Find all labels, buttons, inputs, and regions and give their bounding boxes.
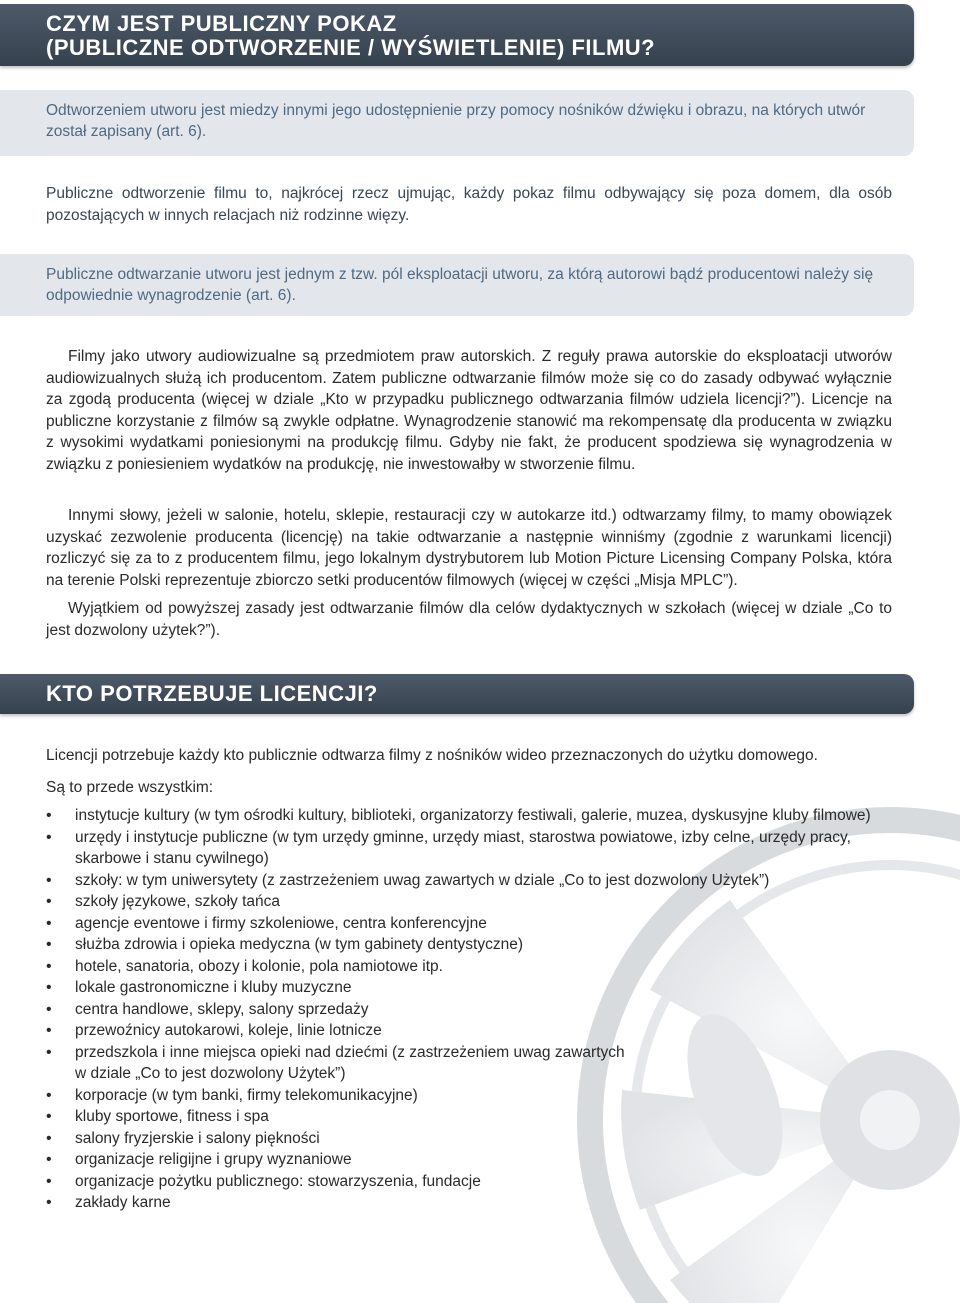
list-item: • salony fryzjerskie i salony piękności xyxy=(46,1128,892,1150)
list-item: • organizacje religijne i grupy wyznaniowe xyxy=(46,1149,892,1171)
section-header-public-screening xyxy=(0,4,914,66)
section-header-who-needs-license: KTO POTRZEBUJE LICENCJI? xyxy=(0,674,914,714)
list-item: • urzędy i instytucje publiczne (w tym urzędy gminne, urzędy miast, starostwa powiatowe, izby celne, urzędy pracy, skarbowe i stanu cywilnego) xyxy=(46,827,892,870)
list-item: • zakłady karne xyxy=(46,1192,892,1214)
list-item: • służba zdrowia i opieka medyczna (w tym gabinety dentystyczne) xyxy=(46,934,892,956)
highlight-text: Odtworzeniem utworu jest miedzy innymi jego udostępnienie przy pomocy nośników dźwięku i obrazu, na których utwór został zapisany (art. 6). xyxy=(46,102,866,140)
list-item: • szkoły językowe, szkoły tańca xyxy=(46,891,892,913)
header-line-1: CZYM JEST PUBLICZNY POKAZ xyxy=(46,11,397,36)
highlight-band-definition xyxy=(0,90,914,156)
list-item: • hotele, sanatoria, obozy i kolonie, pola namiotowe itp. xyxy=(46,956,892,978)
list-item: • organizacje pożytku publicznego: stowarzyszenia, fundacje xyxy=(46,1171,892,1193)
license-holders-list xyxy=(46,805,892,1214)
list-item: • kluby sportowe, fitness i spa xyxy=(46,1106,892,1128)
list-item: • korporacje (w tym banki, firmy telekomunikacyjne) xyxy=(46,1085,892,1107)
list-item: • przewoźnicy autokarowi, koleje, linie lotnicze xyxy=(46,1020,892,1042)
paragraph-copyright: Filmy jako utwory audiowizualne są przedmiotem praw autorskich. Z reguły prawa autorskie do eksploatacji utworów audiowizualnych służą ich producentom. Zatem publiczne odtwarzanie filmów może się co do zasady odbywać wyłącznie za zgodą producenta (więcej w dziale „Kto w przypadku publicznego odtwarzania filmów udziela licencji?”). Licencje na publiczne korzystanie z filmów są zwykle odpłatne. Wynagrodzenie stanowić ma rekompensatę dla producenta w związku z wysokimi wydatkami poniesionymi na produkcję filmu. Gdyby nie fakt, że producent spodziewa się wynagrodzenia w związku z poniesieniem wydatków na produkcję, nie inwestowałby w stworzenie filmu. xyxy=(46,348,892,473)
paragraph-exception: Wyjątkiem od powyższej zasady jest odtwarzanie filmów dla celów dydaktycznych w szkołach (więcej w dziale „Co to jest dozwolony użytek?”). xyxy=(46,600,892,639)
list-item: • instytucje kultury (w tym ośrodki kultury, biblioteki, organizatorzy festiwali, galerie, muzea, dyskusyjne kluby filmowe) xyxy=(46,805,892,827)
paragraph-license-obligation: Innymi słowy, jeżeli w salonie, hotelu, sklepie, restauracji czy w autokarze itd.) odtwarzamy filmy, to mamy obowiązek uzyskać zezwolenie producenta (licencję) na takie odtwarzanie a następnie winniśmy (zgodnie z warunkami licencji) rozliczyć się za to z producentem filmu, jego lokalnym dystrybutorem lub Motion Picture Licensing Company Polska, która na terenie Polski reprezentuje zbiorczo setki producentów filmowych (więcej w części „Misja MPLC”). xyxy=(46,507,892,589)
list-item: • lokale gastronomiczne i kluby muzyczne xyxy=(46,977,892,999)
list-item: • szkoły: w tym uniwersytety (z zastrzeżeniem uwag zawartych w dziale „Co to jest dozwolony Użytek”) xyxy=(46,870,892,892)
list-item: • agencje eventowe i firmy szkoleniowe, centra konferencyjne xyxy=(46,913,892,935)
highlight-text: Publiczne odtwarzanie utworu jest jednym z tzw. pól eksploatacji utworu, za którą autorowi bądź producentowi należy się odpowiednie wynagrodzenie (art. 6). xyxy=(46,266,874,304)
header-line-2: (PUBLICZNE ODTWORZENIE / WYŚWIETLENIE) FILMU? xyxy=(46,35,656,60)
paragraph-public-screening-definition: Publiczne odtworzenie filmu to, najkrócej rzecz ujmując, każdy pokaz filmu odbywający się poza domem, dla osób pozostających w innych relacjach niż rodzinne więzy. xyxy=(46,185,892,224)
list-item: • przedszkola i inne miejsca opieki nad dziećmi (z zastrzeżeniem uwag zawartych w dziale „Co to jest dozwolony Użytek”) xyxy=(46,1042,635,1085)
list-item: • centra handlowe, sklepy, salony sprzedaży xyxy=(46,999,892,1021)
highlight-band-exploitation xyxy=(0,254,914,316)
paragraph-who-needs-license: Licencji potrzebuje każdy kto publicznie odtwarza filmy z nośników wideo przeznaczonych do użytku domowego. xyxy=(46,747,818,764)
paragraph-list-intro: Są to przede wszystkim: xyxy=(46,779,214,796)
